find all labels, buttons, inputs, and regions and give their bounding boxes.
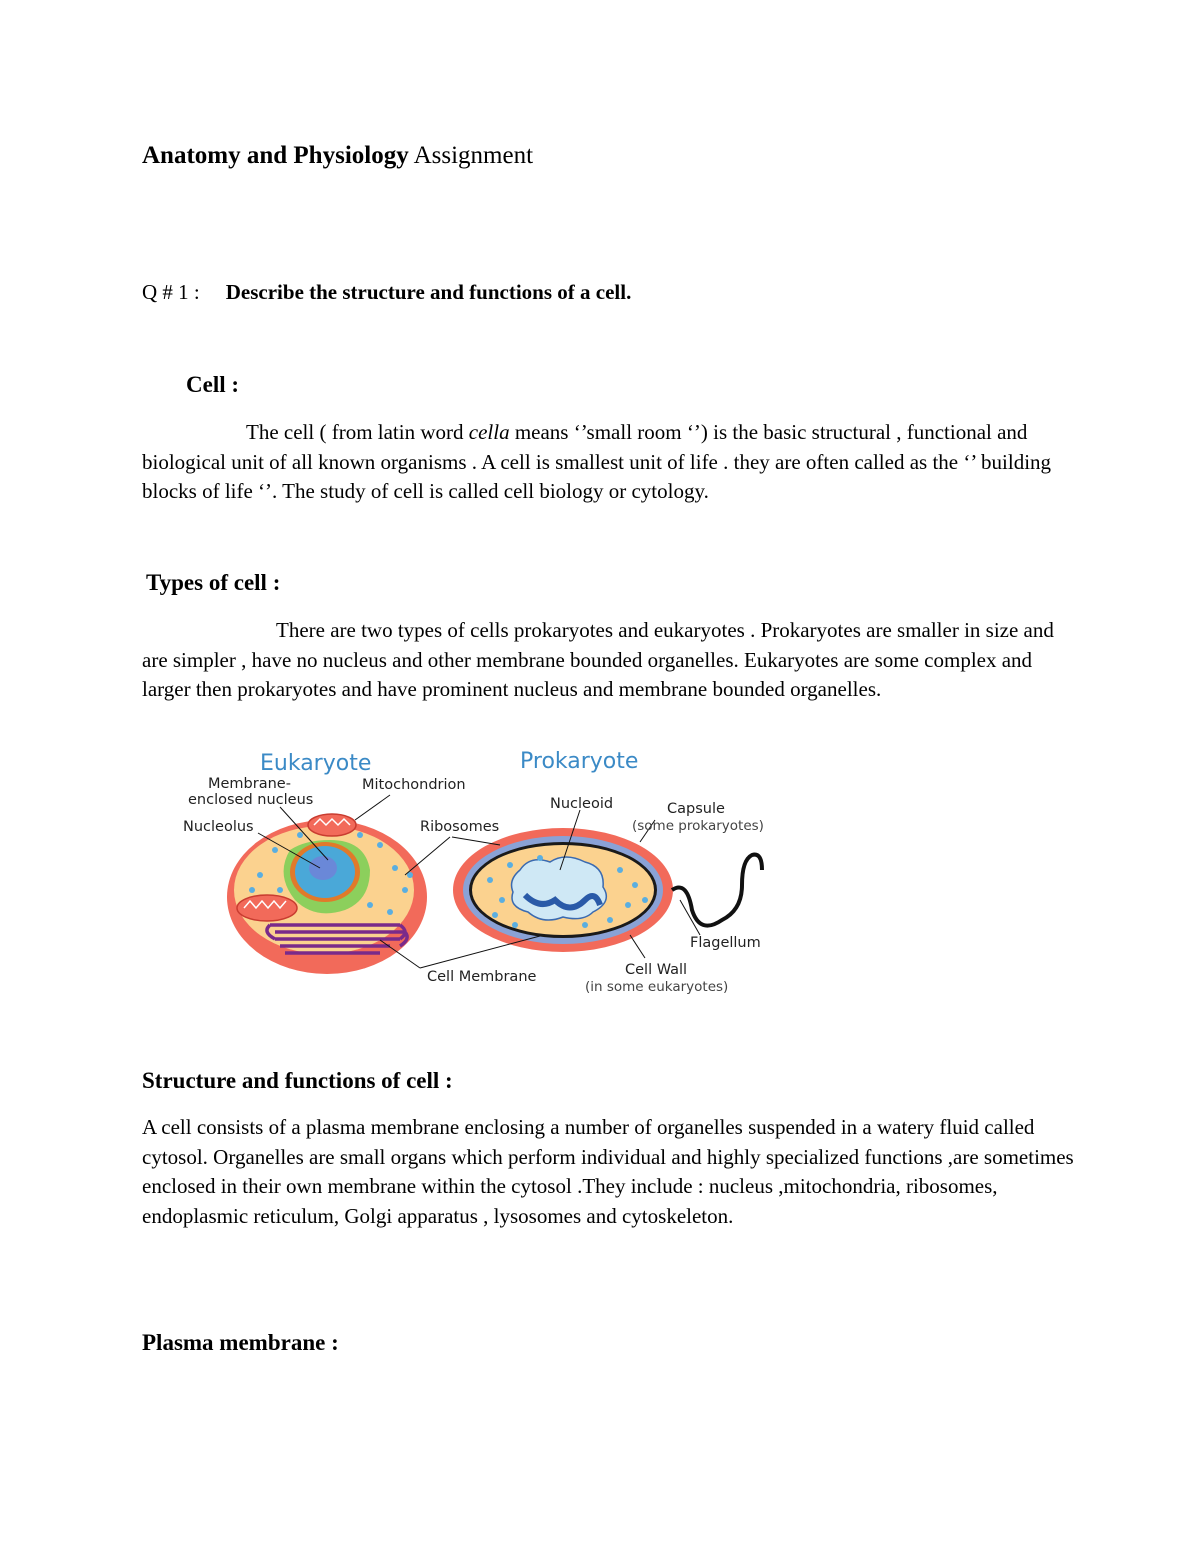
title-bold: Anatomy and Physiology <box>142 142 409 169</box>
cell-heading: Cell : <box>186 372 240 397</box>
cell-paragraph <box>142 418 1082 507</box>
question-number: Q # 1 : <box>142 280 200 304</box>
prokaryote-cell <box>453 828 762 952</box>
label-cell-wall: Cell Wall <box>625 962 688 978</box>
label-capsule: Capsule <box>667 801 725 817</box>
cell-paragraph-start: The cell ( from latin word <box>246 420 469 444</box>
document-title <box>142 142 533 170</box>
cell-paragraph-end: means ‘’small room ‘’) is the basic structural , functional and biological unit of all known organisms . A cell is smallest unit of life . they are often called as the ‘’ building blocks of life ‘’. The study of cell is called cell biology or cytology. <box>142 420 1052 503</box>
label-ribosomes: Ribosomes <box>420 819 500 835</box>
euk-mitochondrion-left <box>237 895 297 921</box>
structure-paragraph: A cell consists of a plasma membrane enclosing a number of organelles suspended in a watery fluid called cytosol. Organelles are small organs which perform individual and highly specialized functions ,are sometimes enclosed in their own membrane within the cytosol .They include : nucleus ,mitochondria, ribosomes, endoplasmic reticulum, Golgi apparatus , lysosomes and cytoskeleton. <box>142 1115 1074 1228</box>
title-rest: Assignment <box>408 142 534 169</box>
structure-heading: Structure and functions of cell : <box>142 1068 453 1093</box>
plasma-heading: Plasma membrane : <box>142 1330 339 1355</box>
prok-flagellum <box>672 855 762 926</box>
types-heading: Types of cell : <box>146 570 281 595</box>
cell-diagram <box>180 740 790 1002</box>
question-line <box>142 280 631 305</box>
label-cell-membrane: Cell Membrane <box>427 969 537 985</box>
prokaryote-title: Prokaryote <box>520 749 639 774</box>
cell-paragraph-latin: cella <box>468 420 510 444</box>
types-paragraph: There are two types of cells prokaryotes and eukaryotes . Prokaryotes are smaller in size and are simpler , have no nucleus and other membrane bounded organelles. Eukaryotes are some complex and larger then prokaryotes and have prominent nucleus and membrane bounded organelles. <box>142 618 1054 701</box>
question-text: Describe the structure and functions of a cell. <box>225 280 632 304</box>
label-capsule-sub: (some prokaryotes) <box>632 818 764 834</box>
label-membrane-line1: Membrane- <box>208 776 291 792</box>
euk-nucleolus <box>309 856 337 880</box>
label-flagellum: Flagellum <box>690 935 761 951</box>
eukaryote-title: Eukaryote <box>260 751 372 776</box>
prok-nucleoid <box>512 857 607 920</box>
label-mitochondrion: Mitochondrion <box>362 777 466 793</box>
label-nucleoid: Nucleoid <box>550 796 614 812</box>
cell-diagram-svg <box>180 740 790 1002</box>
label-cell-wall-sub: (in some eukaryotes) <box>585 979 729 995</box>
label-nucleolus: Nucleolus <box>183 819 254 835</box>
label-membrane-line2: enclosed nucleus <box>188 792 314 808</box>
eukaryote-cell <box>227 814 427 974</box>
euk-mitochondrion-top <box>308 814 356 836</box>
